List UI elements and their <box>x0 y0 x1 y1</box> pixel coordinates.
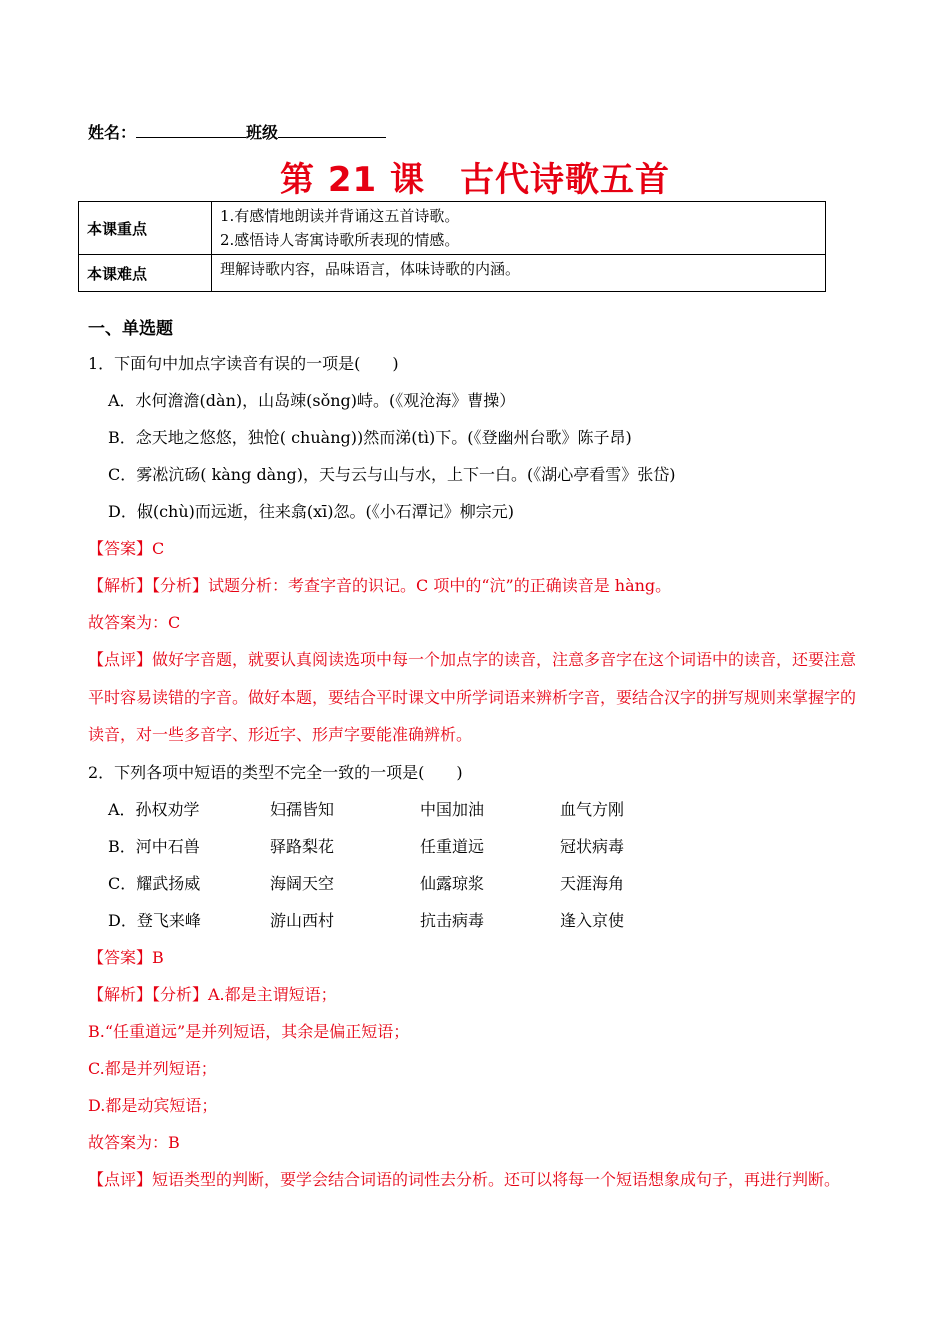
phrase: 妇孺皆知 <box>270 799 335 819</box>
option-d <box>88 902 868 939</box>
comment: 【点评】短语类型的判断，要学会结合词语的词性去分析。还可以将每一个短语想象成句子，再进行判断。 <box>88 1169 841 1189</box>
phrase: 冠状病毒 <box>560 836 625 856</box>
option-c: C．雾凇沆砀( kàng dàng)，天与云与山与水，上下一白。(《湖心亭看雪》张岱) <box>108 465 676 484</box>
name-blank[interactable] <box>136 123 246 138</box>
phrase: C．耀武扬威 <box>108 873 201 893</box>
option-b <box>88 828 868 865</box>
question-stem: 2．下列各项中短语的类型不完全一致的一项是( ) <box>88 762 463 782</box>
question-stem: 1．下面句中加点字读音有误的一项是( ) <box>88 354 399 373</box>
phrase: 仙露琼浆 <box>420 873 485 893</box>
class-label: 班级 <box>246 123 279 142</box>
analysis: 【解析】【分析】A.都是主谓短语； <box>88 984 337 1004</box>
section-title: 一、单选题 <box>88 319 173 339</box>
phrase: 中国加油 <box>420 799 485 819</box>
class-blank[interactable] <box>278 123 386 138</box>
phrase: 抗击病毒 <box>420 910 485 930</box>
phrase: 天涯海角 <box>560 873 625 893</box>
lesson-focus-table <box>78 201 826 292</box>
option-d: D．俶(chù)而远逝，往来翕(xī)忽。(《小石潭记》柳宗元) <box>108 502 514 521</box>
final-answer: 故答案为：B <box>88 1132 180 1152</box>
answer: 【答案】B <box>88 947 164 967</box>
analysis: B.“任重道远”是并列短语，其余是偏正短语； <box>88 1021 410 1041</box>
phrase: D．登飞来峰 <box>108 910 201 930</box>
questions-content <box>88 314 868 1198</box>
difficulty-text: 理解诗歌内容，品味语言，体味诗歌的内涵。 <box>212 255 826 292</box>
phrase: 逢入京使 <box>560 910 625 930</box>
difficulty-label: 本课难点 <box>79 255 212 292</box>
question-2 <box>88 754 868 1199</box>
final-answer: 故答案为：C <box>88 613 181 632</box>
phrase: 游山西村 <box>270 910 335 930</box>
phrase: A．孙权劝学 <box>108 799 200 819</box>
option-c <box>88 865 868 902</box>
student-info-line <box>88 120 386 143</box>
key-points-cell <box>212 202 826 255</box>
analysis: C.都是并列短语； <box>88 1058 217 1078</box>
answer: 【答案】C <box>88 539 165 558</box>
key-points-label: 本课重点 <box>79 202 212 255</box>
name-label: 姓名： <box>88 123 137 142</box>
analysis: D.都是动宾短语； <box>88 1095 218 1115</box>
phrase: B．河中石兽 <box>108 836 200 856</box>
phrase: 驿路梨花 <box>270 836 335 856</box>
lesson-title: 第 21 课 古代诗歌五首 <box>280 160 670 200</box>
comment: 【点评】做好字音题，就要认真阅读选项中每一个加点字的读音，注意多音字在这个词语中的读音，还要注意平时容易读错的字音。做好本题，要结合平时课文中所学词语来辨析字音，要结合汉字的拼写规则来掌握字的读音，对一些多音字、形近字、形声字要能准确辨析。 <box>88 650 857 744</box>
key-point-item: 1.有感情地朗读并背诵这五首诗歌。 <box>220 207 460 225</box>
phrase: 任重道远 <box>420 836 485 856</box>
phrase: 血气方刚 <box>560 799 625 819</box>
phrase: 海阔天空 <box>270 873 335 893</box>
option-a <box>88 791 868 828</box>
option-a: A．水何澹澹(dàn)，山岛竦(sǒng)峙。(《观沧海》曹操） <box>108 391 516 410</box>
option-b: B．念天地之悠悠，独怆( chuàng))然而涕(tì)下。(《登幽州台歌》陈子昂) <box>108 428 632 447</box>
key-point-item: 2.感悟诗人寄寓诗歌所表现的情感。 <box>220 231 460 249</box>
analysis: 【解析】【分析】试题分析：考查字音的识记。C 项中的“沆”的正确读音是 hàng。 <box>88 576 672 595</box>
question-1 <box>88 345 868 754</box>
